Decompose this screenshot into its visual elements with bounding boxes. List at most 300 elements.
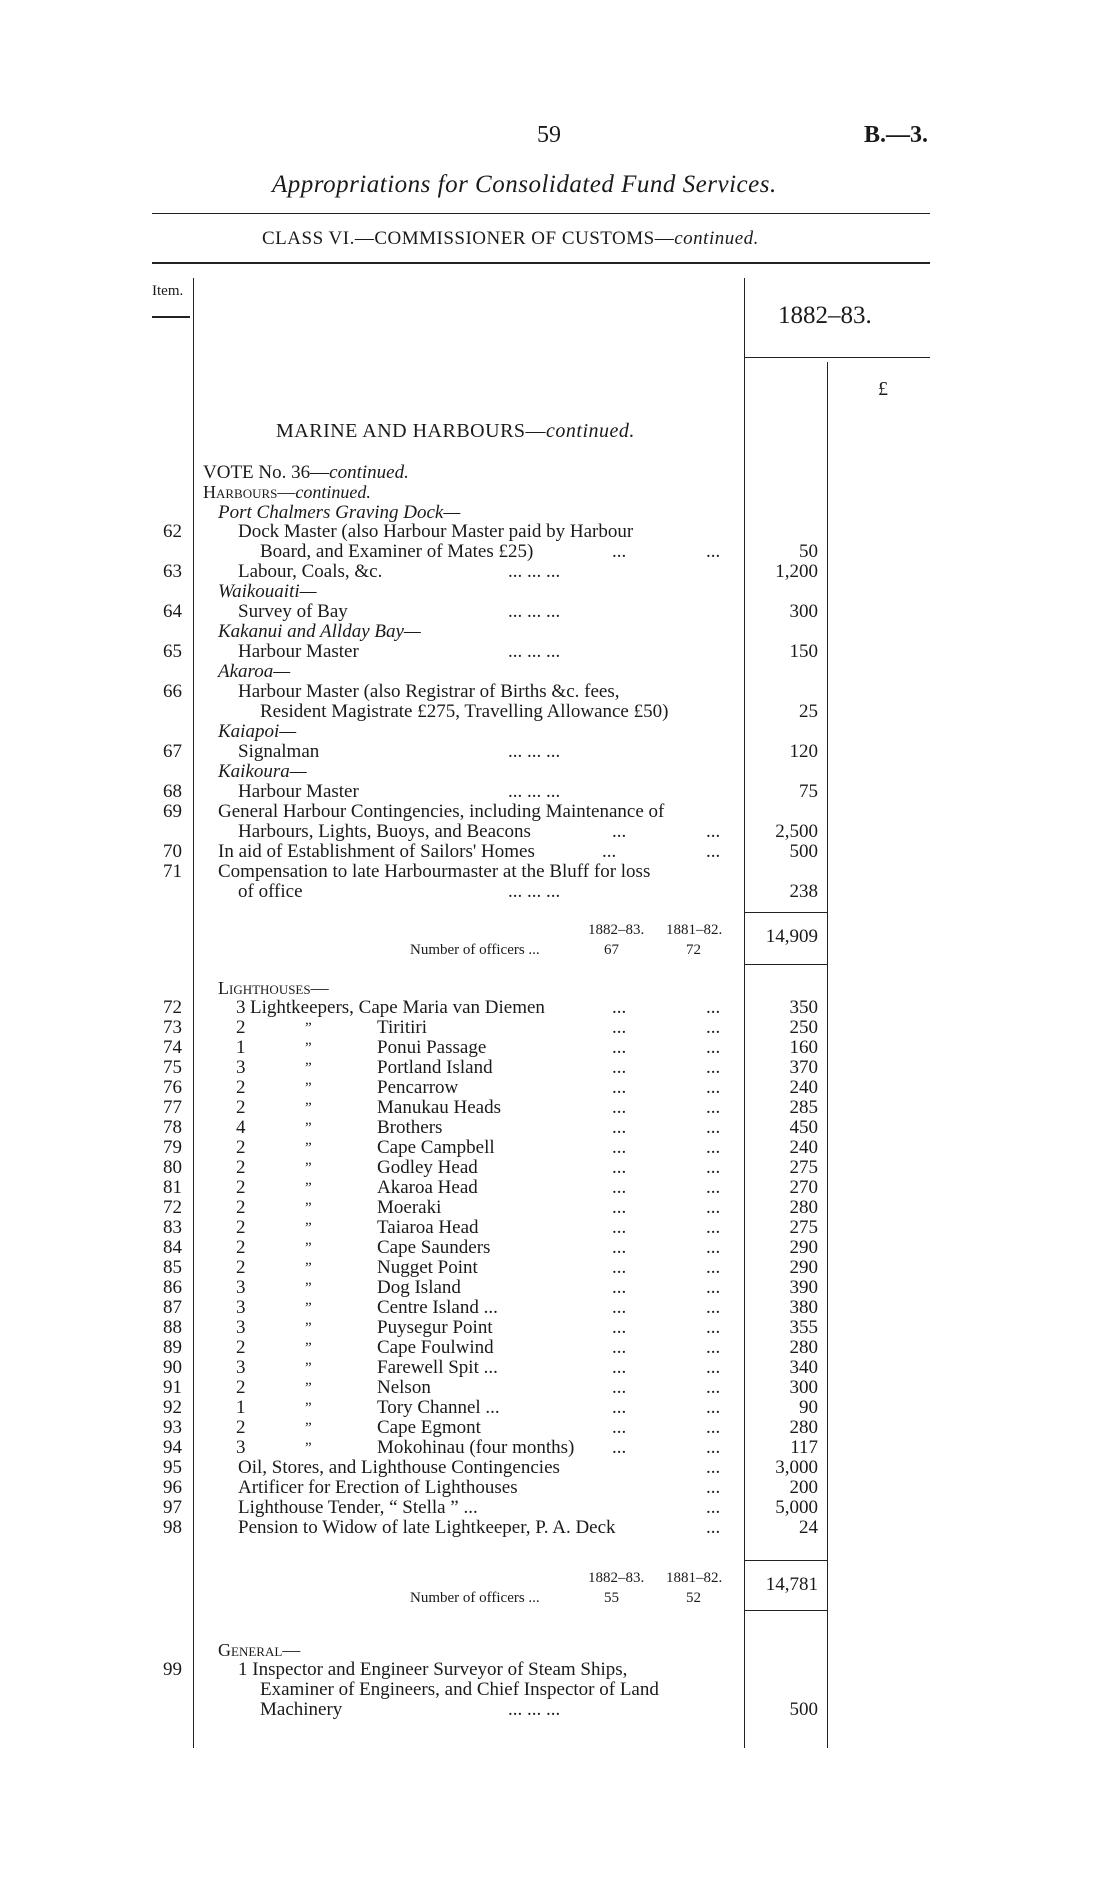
lighthouse-name: Dog Island [377,1277,461,1298]
lighthouse-name: Tory Channel ... [377,1397,500,1418]
keeper-count: 3 [236,1317,246,1338]
ditto-mark: ” [305,1340,312,1356]
place-heading-text: Akaroa— [218,661,291,682]
ditto-mark: ” [305,1360,312,1376]
item-amount: 200 [789,1477,818,1498]
list-item [0,802,1114,822]
lighthouse-name: Ponui Passage [377,1037,487,1058]
class-heading [262,228,759,250]
officers-count-current: 67 [604,942,619,958]
item-amount: 50 [799,541,818,562]
leader-dots: ... [612,1297,627,1318]
ditto-mark: ” [305,1280,312,1296]
place-heading [0,722,1114,742]
list-item [0,1478,1114,1498]
leader-dots: ... [706,1057,721,1078]
officers-count-previous: 52 [686,1590,701,1606]
lighthouse-name: Cape Saunders [377,1237,491,1258]
leader-dots: ... [706,1117,721,1138]
item-amount: 370 [789,1057,818,1078]
leader-dots: ... [612,1037,627,1058]
ditto-mark: ” [305,1060,312,1076]
subtotal-rule [744,1560,827,1561]
lighthouse-row [0,1278,1114,1298]
page-number: 59 [537,122,561,148]
keeper-count: 2 [236,1257,246,1278]
leader-dots: ... [706,997,721,1018]
item-column-header: Item. [152,283,184,299]
lighthouse-row [0,1358,1114,1378]
item-number: 83 [163,1217,182,1238]
item-amount: 75 [799,781,818,802]
officers-count-current: 55 [604,1590,619,1606]
item-number: 86 [163,1277,182,1298]
lighthouse-row [0,1418,1114,1438]
lighthouse-name: Nugget Point [377,1257,478,1278]
list-item [0,782,1114,802]
item-amount: 355 [789,1317,818,1338]
keeper-count: 2 [236,1377,246,1398]
leader-dots: ... [612,1157,627,1178]
ditto-mark: ” [305,1180,312,1196]
item-text-continued: Board, and Examiner of Mates £25) [260,541,534,562]
harbours-heading-continued: continued. [295,482,371,502]
leader-dots: ... [706,541,721,562]
port-chalmers-heading: Port Chalmers Graving Dock— [218,502,461,523]
leader-dots: ... [612,1257,627,1278]
item-text: Harbour Master [238,641,359,662]
vote-heading [203,462,409,484]
lighthouse-name: Mokohinau (four months) [377,1437,575,1458]
list-item-continuation [0,1680,1114,1700]
lighthouse-name: Lightkeepers, Cape Maria van Diemen [250,997,545,1018]
keeper-count: 3 [236,1297,246,1318]
item-amount: 340 [789,1357,818,1378]
item-amount: 300 [789,601,818,622]
year-column-header: 1882–83. [778,302,872,329]
lighthouse-row [0,1398,1114,1418]
subtotal-amount: 14,781 [765,1574,818,1595]
lighthouse-row [0,1118,1114,1138]
leader-dots: ... [706,1077,721,1098]
lighthouse-row [0,1058,1114,1078]
leader-dots: ... [612,1197,627,1218]
lighthouse-row [0,998,1114,1018]
list-item-continuation [0,542,1114,562]
item-number: 68 [163,781,182,802]
leader-dots: ... [706,1237,721,1258]
lighthouses-heading: Lighthouses— [218,978,329,998]
lighthouse-row [0,1198,1114,1218]
leader-dots: ... [612,1057,627,1078]
item-text-continued: of office [238,881,303,902]
item-number: 87 [163,1297,182,1318]
ditto-mark: ” [305,1400,312,1416]
lighthouse-row [0,1318,1114,1338]
item-number: 97 [163,1497,182,1518]
ditto-mark: ” [305,1420,312,1436]
lighthouse-row [0,1138,1114,1158]
keeper-count: 2 [236,1197,246,1218]
leader-dots: ... [706,841,721,862]
header-rule [152,213,930,214]
harbours-heading-text: Harbours— [203,482,296,502]
item-amount: 240 [789,1137,818,1158]
place-heading-text: Kaiapoi— [218,721,297,742]
ditto-mark: ” [305,1140,312,1156]
item-text: Pension to Widow of late Lightkeeper, P. A. Deck [238,1517,616,1538]
lighthouse-name: Moeraki [377,1197,442,1218]
item-text: General Harbour Contingencies, including Maintenance of [218,801,665,822]
item-number: 64 [163,601,182,622]
item-text: Oil, Stores, and Lighthouse Contingencies [238,1457,560,1478]
lighthouse-name: Tiritiri [377,1017,427,1038]
item-amount: 160 [789,1037,818,1058]
vote-heading-continued: continued. [329,462,409,483]
place-heading [0,662,1114,682]
lighthouse-row [0,1238,1114,1258]
lighthouse-row [0,1338,1114,1358]
item-text: Dock Master (also Harbour Master paid by Harbour [238,521,634,542]
lighthouse-name: Brothers [377,1117,443,1138]
section-title-continued: continued. [546,420,635,442]
item-number: 72 [163,1197,182,1218]
leader-dots: ... [612,1177,627,1198]
ditto-mark: ” [305,1080,312,1096]
lighthouse-name: Puysegur Point [377,1317,493,1338]
leader-dots: ... [612,1117,627,1138]
subtotal-rule [744,912,827,913]
item-text: Lighthouse Tender, “ Stella ” ... [238,1497,478,1518]
keeper-count: 4 [236,1117,246,1138]
officers-label: Number of officers ... [410,942,540,958]
ditto-mark: ” [305,1380,312,1396]
item-amount: 450 [789,1117,818,1138]
item-amount: 380 [789,1297,818,1318]
keeper-count: 3 [236,1437,246,1458]
item-amount: 500 [789,1699,818,1720]
keeper-count: 1 [236,1037,246,1058]
item-number: 70 [163,841,182,862]
item-text: Compensation to late Harbourmaster at the Bluff for loss [218,861,651,882]
item-number: 71 [163,861,182,882]
list-item-continuation [0,1700,1114,1720]
leader-dots: ... [706,1317,721,1338]
officers-year-current: 1882–83. [588,1570,645,1586]
list-item [0,842,1114,862]
leader-dots: ... [706,1257,721,1278]
item-amount: 240 [789,1077,818,1098]
item-number: 65 [163,641,182,662]
list-item [0,562,1114,582]
ditto-mark: ” [305,1260,312,1276]
item-text-continued: Harbours, Lights, Buoys, and Beacons [238,821,531,842]
leader-dots: ... [612,1377,627,1398]
item-number: 69 [163,801,182,822]
list-item [0,862,1114,882]
keeper-count: 2 [236,1217,246,1238]
vote-heading-text: VOTE No. 36— [203,462,330,483]
harbours-heading [203,482,371,503]
leader-dots: ... [612,541,627,562]
item-number: 76 [163,1077,182,1098]
ditto-mark: ” [305,1020,312,1036]
item-amount: 290 [789,1257,818,1278]
leader-dots: ... [706,1517,721,1538]
item-text: In aid of Establishment of Sailors' Homes [218,841,535,862]
general-heading: General— [218,1640,301,1660]
leader-dots: ... [706,1417,721,1438]
leader-dots: ... [612,1077,627,1098]
item-amount: 117 [790,1437,818,1458]
ditto-mark: ” [305,1100,312,1116]
officers-count-previous: 72 [686,942,701,958]
year-header-rule [744,357,930,358]
list-item [0,602,1114,622]
place-heading [0,582,1114,602]
leader-dots: ... [706,1377,721,1398]
leader-dots: ... [706,1497,721,1518]
item-number: 74 [163,1037,182,1058]
officers-year-previous: 1881–82. [666,922,723,938]
item-number: 79 [163,1137,182,1158]
item-amount: 2,500 [775,821,818,842]
leader-dots: ... ... ... [508,601,561,622]
item-number: 99 [163,1659,182,1680]
leader-dots: ... [612,1397,627,1418]
keeper-count: 3 [236,1277,246,1298]
keeper-count: 2 [236,1157,246,1178]
place-heading [0,762,1114,782]
lighthouse-row [0,1098,1114,1118]
item-number: 66 [163,681,182,702]
lighthouse-name: Nelson [377,1377,431,1398]
item-number: 93 [163,1417,182,1438]
item-text: Artificer for Erection of Lighthouses [238,1477,518,1498]
leader-dots: ... [706,1137,721,1158]
leader-dots: ... [706,1357,721,1378]
list-item [0,1660,1114,1680]
lighthouse-name: Akaroa Head [377,1177,478,1198]
leader-dots: ... [612,821,627,842]
page-title: Appropriations for Consolidated Fund Services. [272,171,777,198]
item-amount: 24 [799,1517,818,1538]
lighthouse-row [0,1078,1114,1098]
keeper-count: 2 [236,1177,246,1198]
item-amount: 150 [789,641,818,662]
lighthouse-name: Taiaroa Head [377,1217,479,1238]
item-text: Survey of Bay [238,601,348,622]
leader-dots: ... [706,1437,721,1458]
item-text: Harbour Master (also Registrar of Births &c. fees, [238,681,620,702]
leader-dots: ... [706,1337,721,1358]
place-heading-text: Kakanui and Allday Bay— [218,621,421,642]
place-heading [0,622,1114,642]
ditto-mark: ” [305,1240,312,1256]
item-amount: 275 [789,1157,818,1178]
leader-dots: ... ... ... [508,1699,561,1720]
keeper-count: 3 [236,997,246,1018]
item-amount: 285 [789,1097,818,1118]
item-number: 63 [163,561,182,582]
leader-dots: ... ... ... [508,641,561,662]
lighthouse-name: Cape Egmont [377,1417,481,1438]
item-amount: 500 [789,841,818,862]
lighthouse-name: Cape Foulwind [377,1337,494,1358]
section-title-text: MARINE AND HARBOURS— [276,420,547,442]
document-reference: B.—3. [864,122,929,148]
item-text: 1 Inspector and Engineer Surveyor of Steam Ships, [238,1659,628,1680]
leader-dots: ... [612,1017,627,1038]
leader-dots: ... [706,1277,721,1298]
item-amount: 90 [799,1397,818,1418]
leader-dots: ... [612,1097,627,1118]
keeper-count: 2 [236,1237,246,1258]
list-item [0,1518,1114,1538]
item-text: Harbour Master [238,781,359,802]
leader-dots: ... ... ... [508,881,561,902]
leader-dots: ... [706,1157,721,1178]
leader-dots: ... [612,1137,627,1158]
leader-dots: ... [612,1277,627,1298]
leader-dots: ... [706,1197,721,1218]
officers-year-current: 1882–83. [588,922,645,938]
keeper-count: 2 [236,1337,246,1358]
keeper-count: 2 [236,1137,246,1158]
lighthouse-row [0,1378,1114,1398]
keeper-count: 2 [236,1097,246,1118]
keeper-count: 3 [236,1057,246,1078]
item-amount: 280 [789,1197,818,1218]
lighthouse-name: Manukau Heads [377,1097,501,1118]
item-number: 88 [163,1317,182,1338]
leader-dots: ... [612,1237,627,1258]
officers-label: Number of officers ... [410,1590,540,1606]
item-amount: 1,200 [775,561,818,582]
item-number: 98 [163,1517,182,1538]
class-heading-continued: continued. [674,228,759,249]
item-text: Labour, Coals, &c. [238,561,383,582]
lighthouse-row [0,1218,1114,1238]
lighthouse-name: Godley Head [377,1157,478,1178]
item-amount: 350 [789,997,818,1018]
list-item [0,1458,1114,1478]
lighthouse-name: Portland Island [377,1057,493,1078]
ditto-mark: ” [305,1440,312,1456]
item-number: 78 [163,1117,182,1138]
item-amount: 275 [789,1217,818,1238]
lighthouse-name: Pencarrow [377,1077,459,1098]
item-number: 85 [163,1257,182,1278]
list-item [0,522,1114,542]
item-number: 89 [163,1337,182,1358]
leader-dots: ... ... ... [508,741,561,762]
lighthouse-name: Farewell Spit ... [377,1357,498,1378]
lighthouse-row [0,1438,1114,1458]
item-number: 84 [163,1237,182,1258]
leader-dots: ... [706,1037,721,1058]
keeper-count: 1 [236,1397,246,1418]
item-number: 96 [163,1477,182,1498]
item-amount: 280 [789,1417,818,1438]
class-heading-text: CLASS VI.—COMMISSIONER OF CUSTOMS— [262,228,675,249]
item-number: 62 [163,521,182,542]
keeper-count: 2 [236,1017,246,1038]
lighthouse-name: Centre Island ... [377,1297,498,1318]
leader-dots: ... [706,1017,721,1038]
keeper-count: 2 [236,1077,246,1098]
leader-dots: ... [706,1297,721,1318]
section-title [276,420,635,443]
item-number: 72 [163,997,182,1018]
list-item [0,682,1114,702]
item-number: 95 [163,1457,182,1478]
leader-dots: ... [612,1437,627,1458]
ditto-mark: ” [305,1040,312,1056]
currency-label: £ [878,378,888,400]
lighthouse-row [0,1258,1114,1278]
leader-dots: ... [612,1357,627,1378]
item-amount: 280 [789,1337,818,1358]
lighthouse-row [0,1298,1114,1318]
officers-year-previous: 1881–82. [666,1570,723,1586]
item-number: 80 [163,1157,182,1178]
item-header-rule [152,316,190,318]
subtotal-rule-bottom [744,1610,827,1611]
leader-dots: ... [612,1417,627,1438]
keeper-count: 3 [236,1357,246,1378]
leader-dots: ... [706,1217,721,1238]
item-amount: 25 [799,701,818,722]
ditto-mark: ” [305,1160,312,1176]
list-item [0,742,1114,762]
lighthouse-name: Cape Campbell [377,1137,495,1158]
item-amount: 300 [789,1377,818,1398]
lighthouse-row [0,1038,1114,1058]
subtotal-amount: 14,909 [765,926,818,947]
ditto-mark: ” [305,1320,312,1336]
ditto-mark: ” [305,1120,312,1136]
leader-dots: ... ... ... [508,561,561,582]
item-number: 77 [163,1097,182,1118]
leader-dots: ... [612,997,627,1018]
ditto-mark: ” [305,1200,312,1216]
item-amount: 238 [789,881,818,902]
leader-dots: ... [706,1097,721,1118]
ditto-mark: ” [305,1300,312,1316]
subtotal-rule-bottom [744,964,827,965]
item-amount: 250 [789,1017,818,1038]
lighthouse-row [0,1158,1114,1178]
leader-dots: ... [706,821,721,842]
leader-dots: ... [706,1477,721,1498]
item-number: 73 [163,1017,182,1038]
place-heading-text: Waikouaiti— [218,581,317,602]
keeper-count: 2 [236,1417,246,1438]
lighthouse-row [0,1018,1114,1038]
item-amount: 3,000 [775,1457,818,1478]
item-amount: 120 [789,741,818,762]
list-item-continuation [0,822,1114,842]
leader-dots: ... [706,1177,721,1198]
item-number: 94 [163,1437,182,1458]
leader-dots: ... [612,1337,627,1358]
list-item-continuation [0,882,1114,902]
lighthouse-row [0,1178,1114,1198]
item-number: 75 [163,1057,182,1078]
item-amount: 5,000 [775,1497,818,1518]
item-number: 91 [163,1377,182,1398]
